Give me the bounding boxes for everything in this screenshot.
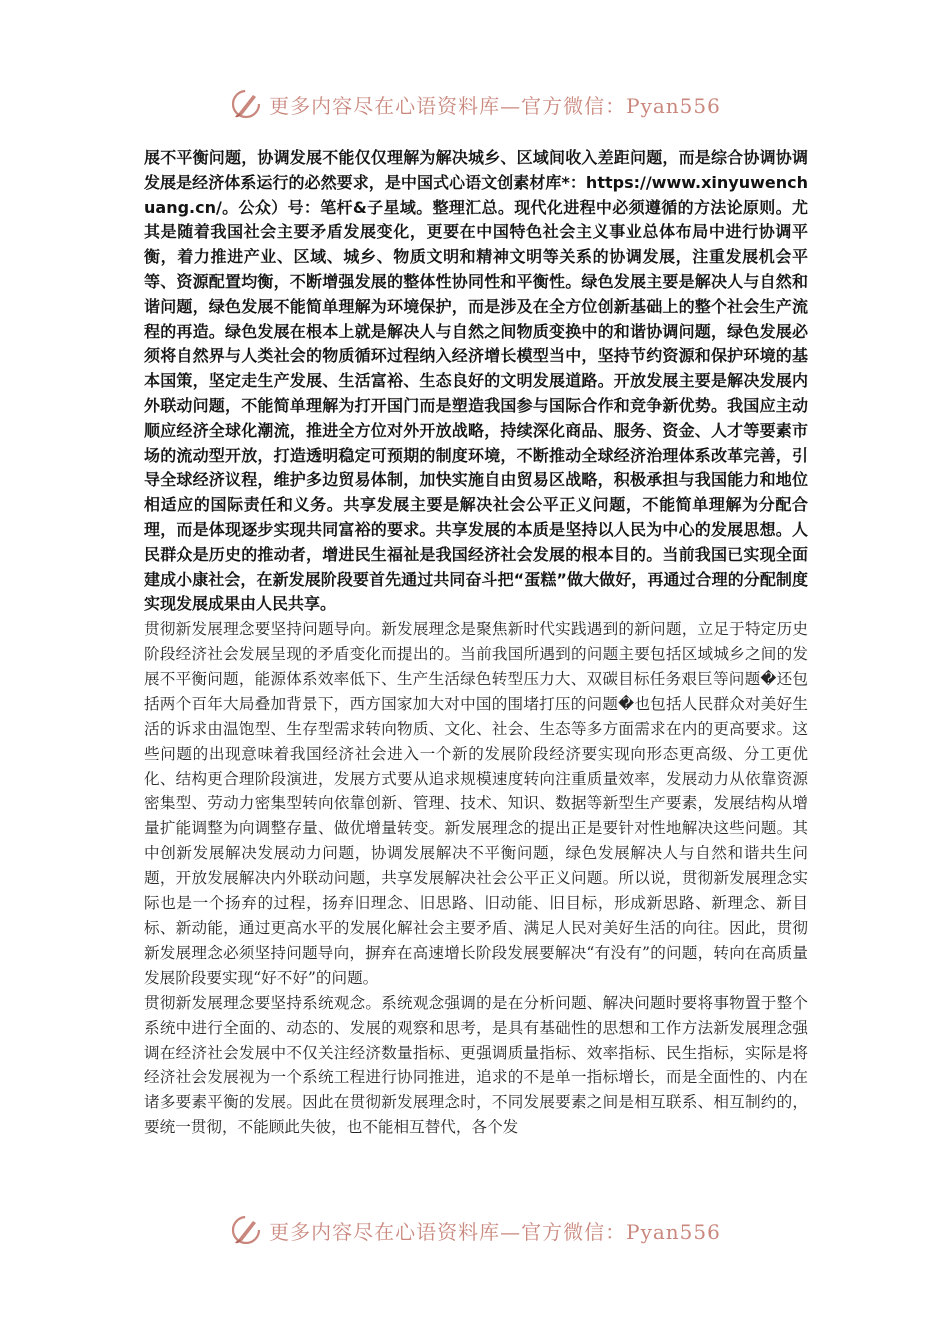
footer-banner bbox=[0, 1208, 950, 1252]
paragraph-development-concepts: 展不平衡问题，协调发展不能仅仅理解为解决城乡、区域间收入差距问题，而是综合协调协调发展是经济体系运行的必然要求，是中国式心语文创素材库*：https://www.xinyuwenchuang.cn/。公众）号：笔杆&子星域。整理汇总。现代化进程中必须遵循的方法论原则。尤其是随着我国社会主要矛盾发展变化，更要在中国特色社会主义事业总体布局中进行协调平衡，着力推进产业、区域、城乡、物质文明和精神文明等关系的协调发展，注重发展机会平等、资源配置均衡，不断增强发展的整体性协同性和平衡性。绿色发展主要是解决人与自然和谐问题，绿色发展不能简单理解为环境保护，而是涉及在全方位创新基础上的整个社会生产流程的再造。绿色发展在根本上就是解决人与自然之间物质变换中的和谐协调问题，绿色发展必须将自然界与人类社会的物质循环过程纳入经济增长模型当中，坚持节约资源和保护环境的基本国策，坚定走生产发展、生活富裕、生态良好的文明发展道路。开放发展主要是解决发展内外联动问题，不能简单理解为打开国门而是塑造我国参与国际合作和竞争新优势。我国应主动顺应经济全球化潮流，推进全方位对外开放战略，持续深化商品、服务、资金、人才等要素市场的流动型开放，打造透明稳定可预期的制度环境，不断推动全球经济治理体系改革完善，引导全球经济议程，维护多边贸易体制，加快实施自由贸易区战略，积极承担与我国能力和地位相适应的国际责任和义务。共享发展主要是解决社会公平正义问题，不能简单理解为分配合理，而是体现逐步实现共同富裕的要求。共享发展的本质是坚持以人民为中心的发展思想。人民群众是历史的推动者，增进民生福祉是我国经济社会发展的根本目的。当前我国已实现全面建成小康社会，在新发展阶段要首先通过共同奋斗把“蛋糕”做大做好，再通过合理的分配制度实现发展成果由人民共享。 bbox=[144, 148, 808, 614]
brush-logo-icon bbox=[229, 87, 263, 121]
footer-banner-text: 更多内容尽在心语资料库—官方微信：Pyan556 bbox=[269, 1219, 721, 1244]
paragraph-problem-orientation: 贯彻新发展理念要坚持问题导向。新发展理念是聚焦新时代实践遇到的新问题，立足于特定历史阶段经济社会发展呈现的矛盾变化而提出的。当前我国所遇到的问题主要包括区域城乡之间的发展不平衡问题，能源体系效率低下、生产生活绿色转型压力大、双碳目标任务艰巨等问题�还包括两个百年大局叠加背景下，西方国家加大对中国的围堵打压的问题�也包括人民群众对美好生活的诉求由温饱型、生存型需求转向物质、文化、社会、生态等多方面需求在内的更高要求。这些问题的出现意味着我国经济社会进入一个新的发展阶段经济要实现向形态更高级、分工更优化、结构更合理阶段演进，发展方式要从追求规模速度转向注重质量效率，发展动力从依靠资源密集型、劳动力密集型转向依靠创新、管理、技术、知识、数据等新型生产要素，发展结构从增量扩能调整为向调整存量、做优增量转变。新发展理念的提出正是要针对性地解决这些问题。其中创新发展解决发展动力问题，协调发展解决不平衡问题，绿色发展解决人与自然和谐共生问题，开放发展解决内外联动问题，共享发展解决社会公平正义问题。所以说，贯彻新发展理念实际也是一个扬弃的过程，扬弃旧理念、旧思路、旧动能、旧目标，形成新思路、新理念、新目标、新动能，通过更高水平的发展化解社会主要矛盾、满足人民对美好生活的向往。因此，贯彻新发展理念必须坚持问题导向，摒弃在高速增长阶段发展要解决“有没有”的问题，转向在高质量发展阶段要实现“好不好”的问题。 bbox=[144, 620, 808, 987]
header-banner bbox=[0, 82, 950, 126]
brush-logo-icon bbox=[229, 1213, 263, 1247]
document-body bbox=[144, 146, 808, 1140]
header-banner-text: 更多内容尽在心语资料库—官方微信：Pyan556 bbox=[269, 93, 721, 118]
paragraph-system-concept: 贯彻新发展理念要坚持系统观念。系统观念强调的是在分析问题、解决问题时要将事物置于整个系统中进行全面的、动态的、发展的观察和思考，是具有基础性的思想和工作方法新发展理念强调在经济社会发展中不仅关注经济数量指标、更强调质量指标、效率指标、民生指标，实际是将经济社会发展视为一个系统工程进行协同推进，追求的不是单一指标增长，而是全面性的、内在诸多要素平衡的发展。因此在贯彻新发展理念时，不同发展要素之间是相互联系、相互制约的，要统一贯彻，不能顾此失彼，也不能相互替代，各个发 bbox=[144, 993, 808, 1137]
